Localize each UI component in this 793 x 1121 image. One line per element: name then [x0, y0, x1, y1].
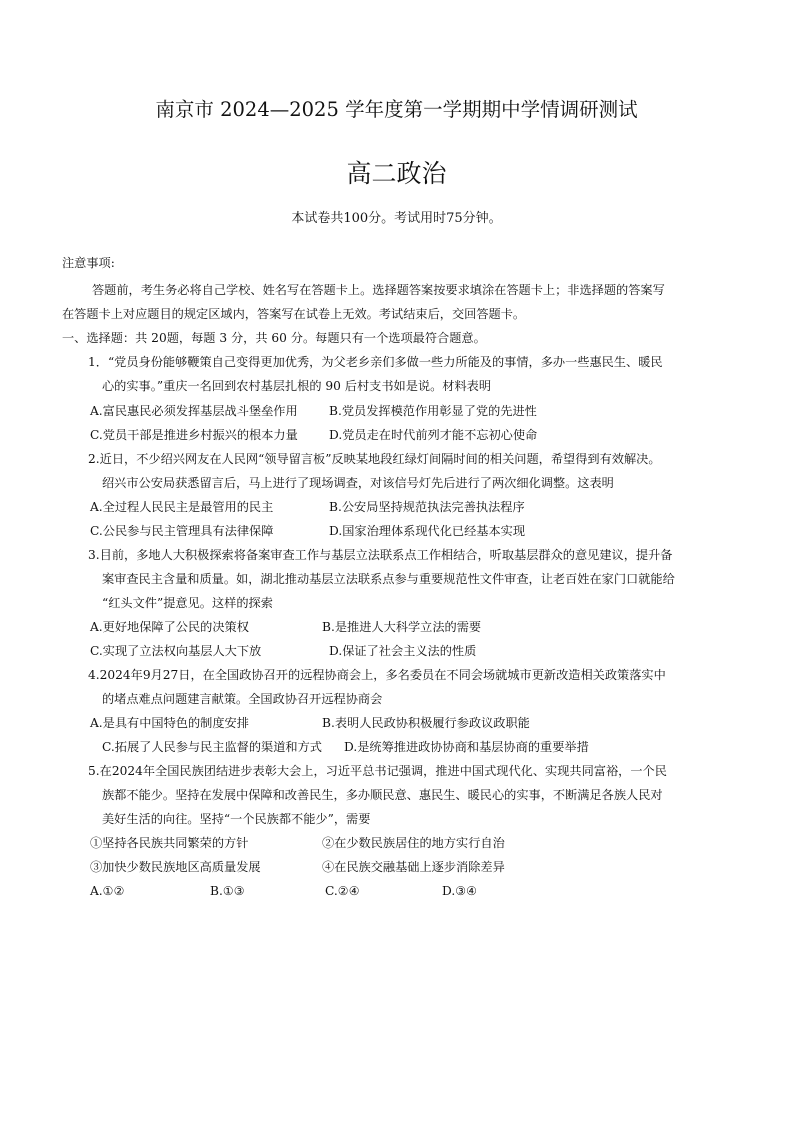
section-heading: 一、选择题：共 20题，每题 3 分，共 60 分。每题只有一个选项最符合题意。 — [62, 331, 486, 345]
question-stem-line: 1．“党员身份能够鞭策自己变得更加优秀，为父老乡亲们多做一些力所能及的事情，多办一些惠民生、暖民 — [88, 355, 663, 369]
option-b: B.表明人民政协积极履行参政议政职能 — [322, 716, 530, 730]
question-stem-line: 2.近日，不少绍兴网友在人民网“领导留言板”反映某地段红绿灯间隔时间的相关问题，希望得到有效解决。 — [88, 452, 661, 466]
option-a: A.更好地保障了公民的决策权 — [90, 620, 249, 634]
option-d: D.③④ — [442, 884, 478, 898]
exam-title: 南京市 2024—2025 学年度第一学期期中学情调研测试 — [155, 98, 638, 121]
question-stem-line: 美好生活的向往。坚持“一个民族都不能少”，需要 — [102, 812, 371, 826]
option-b: B.公安局坚持规范执法完善执法程序 — [329, 500, 525, 514]
notice-heading: 注意事项: — [62, 256, 115, 270]
statement-2: ②在少数民族居住的地方实行自治 — [322, 836, 505, 850]
option-d: D.保证了社会主义法的性质 — [329, 644, 477, 658]
question-stem-line: 的堵点难点问题建言献策。全国政协召开远程协商会 — [102, 692, 383, 706]
option-b: B.①③ — [210, 884, 245, 898]
question-stem-line: 族都不能少。坚持在发展中保障和改善民生，多办顺民意、惠民生、暖民心的实事，不断满足各族人民对 — [102, 788, 663, 802]
option-a: A.富民惠民必须发挥基层战斗堡垒作用 — [90, 404, 298, 418]
option-a: A.是具有中国特色的制度安排 — [90, 716, 249, 730]
option-b: B.是推进人大科学立法的需要 — [322, 620, 482, 634]
question-stem-line: 3.目前，多地人大积极探索将备案审查工作与基层立法联系点工作相结合，听取基层群众的意见建议，提升备 — [88, 548, 673, 562]
option-c: C.实现了立法权向基层人大下放 — [90, 644, 262, 658]
option-d: D.是统筹推进政协协商和基层协商的重要举措 — [344, 740, 589, 754]
option-d: D.国家治理体系现代化已经基本实现 — [329, 524, 526, 538]
option-c: C.党员干部是推进乡村振兴的根本力量 — [90, 428, 298, 442]
question-stem-line: 4.2024年9月27日，在全国政协召开的远程协商会上，多名委员在不同会场就城市更新改造相关政策落实中 — [88, 668, 666, 682]
question-stem-line: 心的实事。”重庆一名回到农村基层扎根的 90 后村支书如是说。材料表明 — [102, 379, 492, 393]
statement-4: ④在民族交融基础上逐步消除差异 — [322, 860, 505, 874]
statement-1: ①坚持各民族共同繁荣的方针 — [90, 836, 249, 850]
question-stem-line: “红头文件”提意见。这样的探索 — [102, 596, 273, 610]
question-stem-line: 5.在2024年全国民族团结进步表彰大会上，习近平总书记强调，推进中国式现代化、实现共同富裕，一个民 — [88, 764, 667, 778]
option-d: D.党员走在时代前列才能不忘初心使命 — [329, 428, 538, 442]
option-c: C.拓展了人民参与民主监督的渠道和方式 — [102, 740, 322, 754]
option-c: C.公民参与民主管理具有法律保障 — [90, 524, 274, 538]
question-stem-line: 绍兴市公安局获悉留言后，马上进行了现场调查，对该信号灯先后进行了两次细化调整。这表明 — [102, 476, 614, 490]
subject-title: 高二政治 — [346, 159, 447, 188]
exam-info: 本试卷共100分。考试用时75分钟。 — [291, 211, 502, 226]
statement-3: ③加快少数民族地区高质量发展 — [90, 860, 261, 874]
notice-line: 答题前，考生务必将自己学校、姓名写在答题卡上。选择题答案按要求填涂在答题卡上；非选择题的答案写 — [92, 283, 665, 297]
option-c: C.②④ — [325, 884, 360, 898]
option-a: A.全过程人民民主是最管用的民主 — [90, 500, 274, 514]
option-b: B.党员发挥模范作用彰显了党的先进性 — [329, 404, 537, 418]
question-stem-line: 案审查民主含量和质量。如，湖北推动基层立法联系点参与重要规范性文件审查，让老百姓在家门口就能给 — [102, 572, 675, 586]
option-a: A.①② — [90, 884, 125, 898]
notice-line: 在答题卡上对应题目的规定区域内，答案写在试卷上无效。考试结束后，交回答题卡。 — [62, 307, 526, 321]
